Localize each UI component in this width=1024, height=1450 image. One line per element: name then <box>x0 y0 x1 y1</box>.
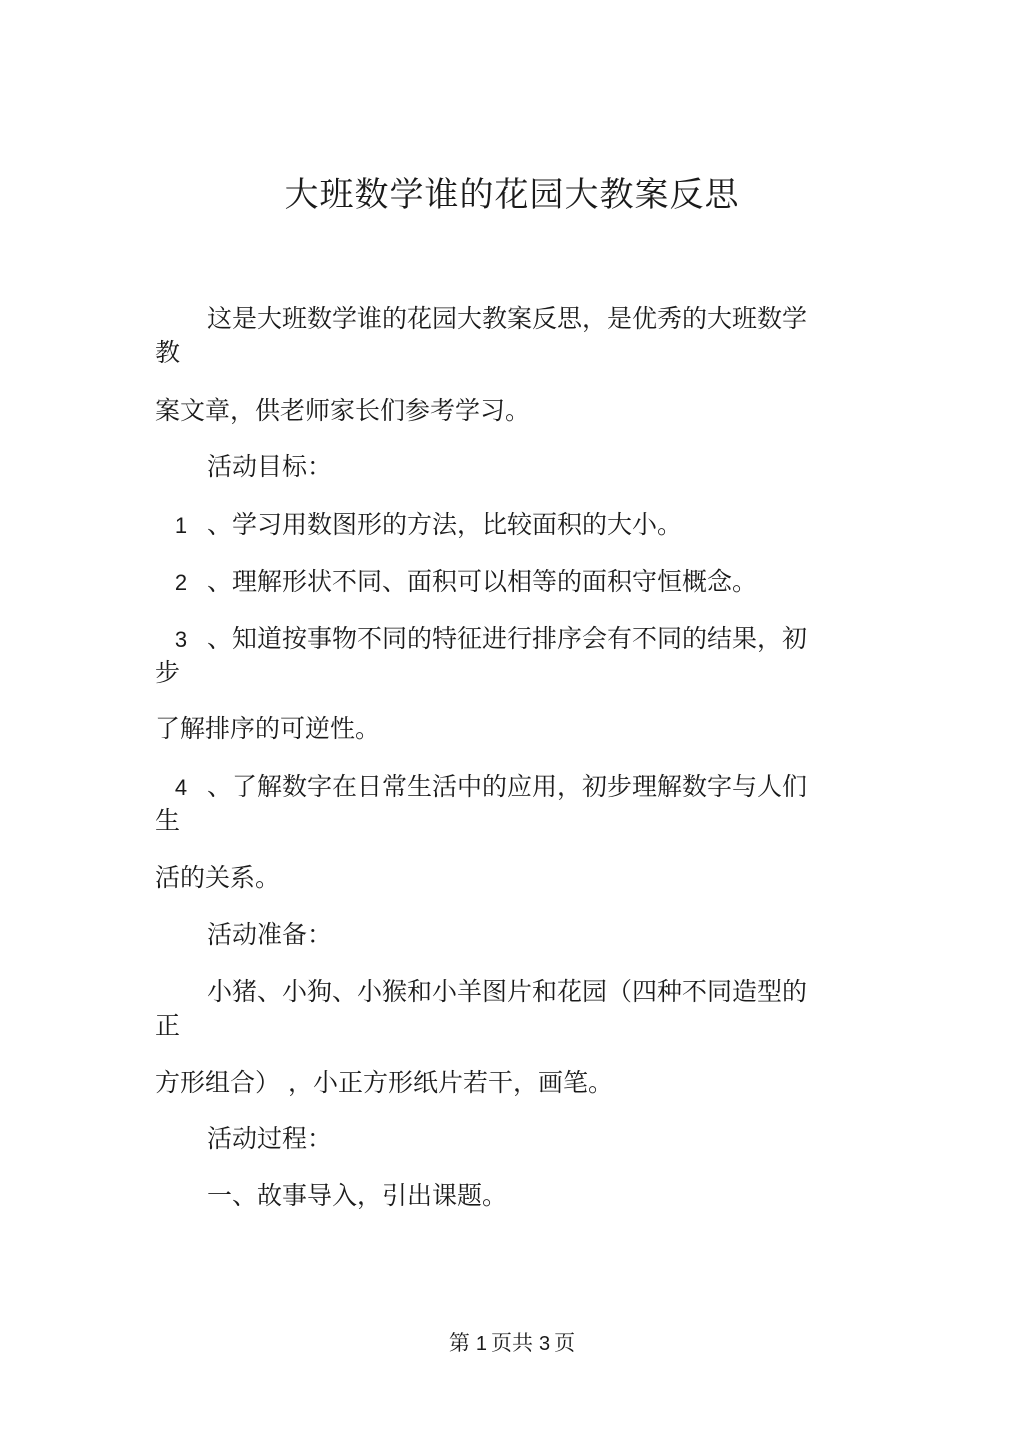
current-page-number: 1 <box>475 1333 487 1355</box>
goal-number: 4 <box>174 775 188 800</box>
goal-item-2 <box>155 565 757 600</box>
process-heading: 活动过程： <box>207 1124 333 1153</box>
goal-number: 1 <box>174 513 188 538</box>
prep-line-2: 方形组合） ，小正方形纸片若干，画笔。 <box>155 1068 613 1097</box>
prep-line-1-wrap: 正 <box>155 1011 181 1040</box>
document-title: 大班数学谁的花园大教案反思 <box>284 175 740 215</box>
goal-item-3-wrap: 步 <box>155 658 181 687</box>
goal-item-4-wrap: 生 <box>155 806 181 835</box>
process-step-1: 一、故事导入，引出课题。 <box>207 1181 508 1210</box>
goal-item-4-cont: 活的关系。 <box>155 863 281 892</box>
goal-number: 2 <box>174 570 188 595</box>
intro-line-1: 这是大班数学谁的花园大教案反思，是优秀的大班数学 <box>207 304 808 333</box>
goal-text: 、了解数字在日常生活中的应用，初步理解数字与人们 <box>207 772 808 801</box>
goal-item-1 <box>155 508 682 543</box>
intro-line-2: 案文章，供老师家长们参考学习。 <box>155 396 531 425</box>
goal-item-3-cont: 了解排序的可逆性。 <box>155 714 381 743</box>
goal-text: 、知道按事物不同的特征进行排序会有不同的结果，初 <box>207 624 808 653</box>
footer-suffix: 页 <box>554 1331 576 1355</box>
page-footer <box>0 1328 1024 1359</box>
total-page-count: 3 <box>539 1333 551 1355</box>
prep-line-1: 小猪、小狗、小猴和小羊图片和花园（四种不同造型的 <box>207 977 808 1006</box>
goal-text: 、理解形状不同、面积可以相等的面积守恒概念。 <box>207 567 758 596</box>
goal-item-3 <box>155 622 807 657</box>
footer-middle: 页共 <box>491 1331 533 1355</box>
goal-text: 、学习用数图形的方法，比较面积的大小。 <box>207 510 683 539</box>
goals-heading: 活动目标： <box>207 452 333 481</box>
goal-number: 3 <box>174 627 188 652</box>
footer-prefix: 第 <box>448 1331 470 1355</box>
goal-item-4 <box>155 770 807 805</box>
prep-heading: 活动准备： <box>207 920 333 949</box>
intro-line-1-wrap: 教 <box>155 338 181 367</box>
